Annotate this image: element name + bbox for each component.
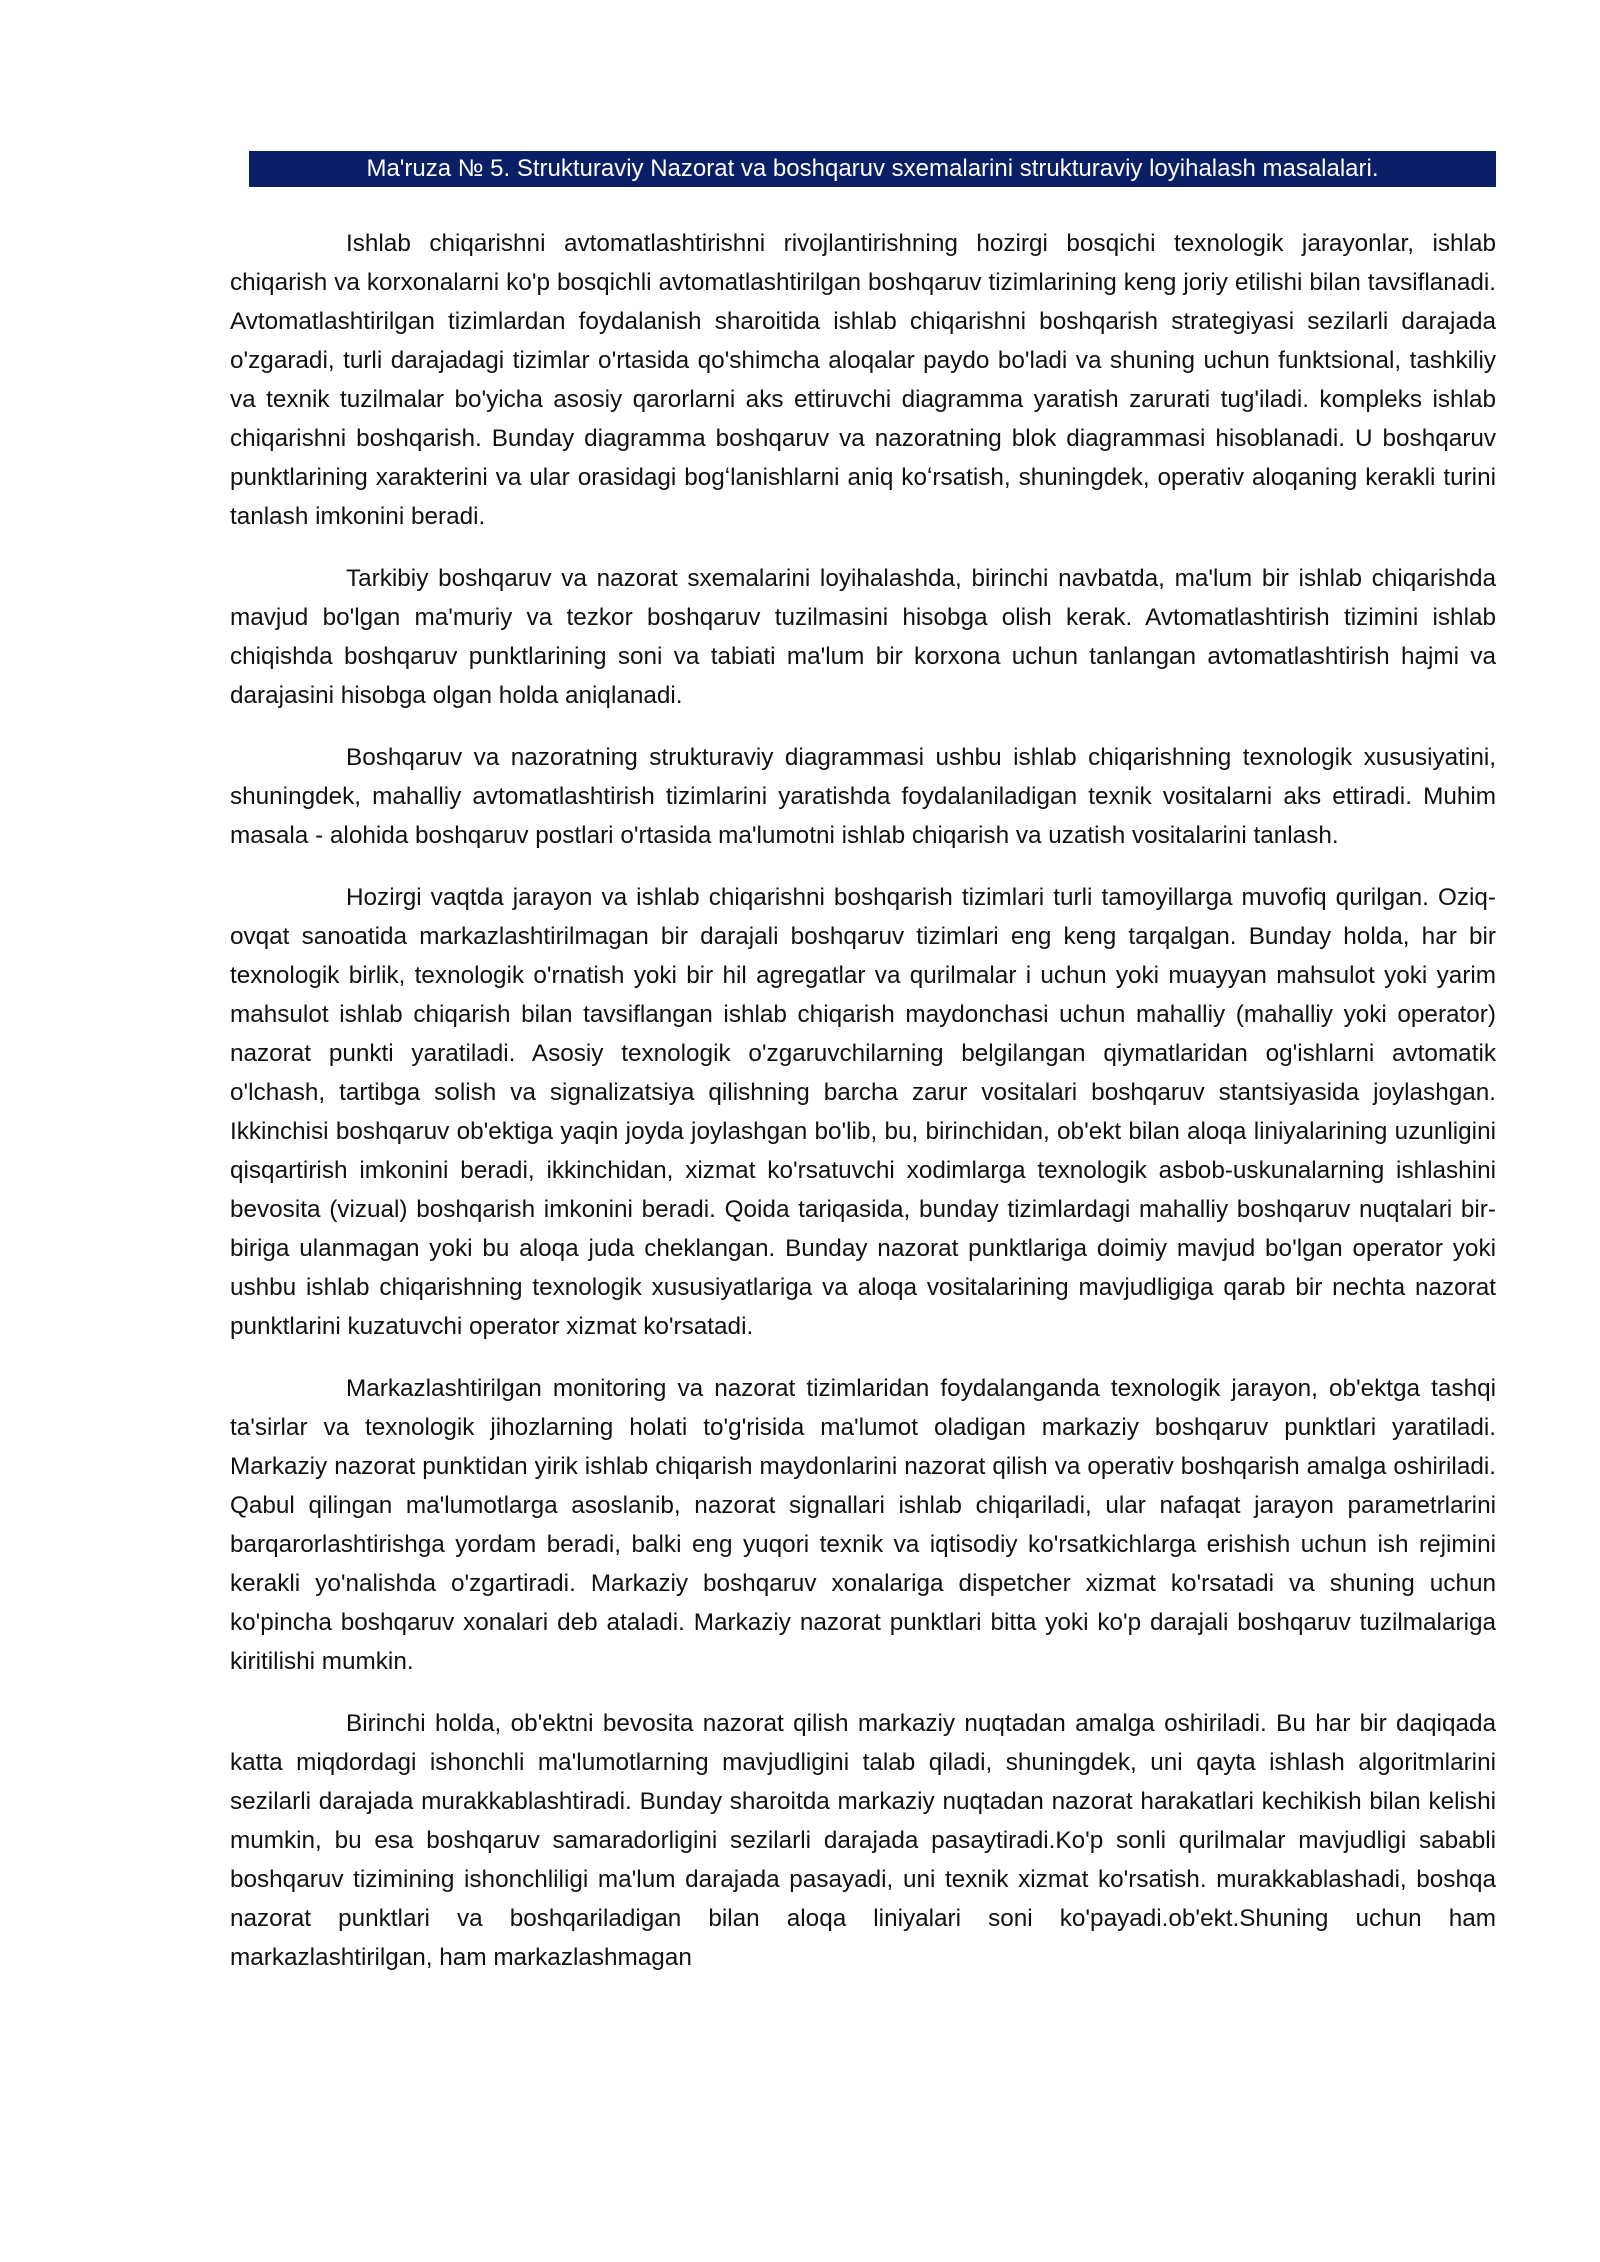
paragraph-6: Birinchi holda, ob'ektni bevosita nazorat qilish markaziy nuqtadan amalga oshiriladi. Bu har bir daqiqada katta miqdordagi ishonchli ma'lumotlarning mavjudligini talab qiladi, shuningdek, uni qayta ishlash algoritmlarini sezilarli darajada murakkablashtiradi. Bunday sharoitda markaziy nuqtadan nazorat harakatlari kechikish bilan kelishi mumkin, bu esa boshqaruv samaradorligini sezilarli darajada pasaytiradi.Ko'p sonli qurilmalar mavjudligi sababli boshqaruv tizimining ishonchliligi ma'lum darajada pasayadi, uni texnik xizmat ko'rsatish. murakkablashadi, boshqa nazorat punktlari va boshqariladigan bilan aloqa liniyalari soni ko'payadi.ob'ekt.Shuning uchun ham markazlashtirilgan, ham markazlashmagan — [230, 1710, 1496, 1971]
paragraph-3: Boshqaruv va nazoratning strukturaviy diagrammasi ushbu ishlab chiqarishning texnologik xususiyatini, shuningdek, mahalliy avtomatlashtirish tizimlarini yaratishda foydalaniladigan texnik vositalarni aks ettiradi. Muhim masala - alohida boshqaruv postlari o'rtasida ma'lumotni ishlab chiqarish va uzatish vositalarini tanlash. — [230, 744, 1496, 849]
lecture-title: Ma'ruza № 5. Strukturaviy Nazorat va boshqaruv sxemalarini strukturaviy loyihalash masalalari. — [249, 151, 1496, 187]
paragraph-2: Tarkibiy boshqaruv va nazorat sxemalarini loyihalashda, birinchi navbatda, ma'lum bir ishlab chiqarishda mavjud bo'lgan ma'muriy va tezkor boshqaruv tuzilmasini hisobga olish kerak. Avtomatlashtirish tizimini ishlab chiqishda boshqaruv punktlarining soni va tabiati ma'lum bir korxona uchun tanlangan avtomatlashtirish hajmi va darajasini hisobga olgan holda aniqlanadi. — [230, 565, 1496, 709]
document-body — [230, 224, 1496, 2000]
paragraph-1: Ishlab chiqarishni avtomatlashtirishni rivojlantirishning hozirgi bosqichi texnologik jarayonlar, ishlab chiqarish va korxonalarni ko'p bosqichli avtomatlashtirilgan boshqaruv tizimlarining keng joriy etilishi bilan tavsiflanadi. Avtomatlashtirilgan tizimlardan foydalanish sharoitida ishlab chiqarishni boshqarish strategiyasi sezilarli darajada o'zgaradi, turli darajadagi tizimlar o'rtasida qo'shimcha aloqalar paydo bo'ladi va shuning uchun funktsional, tashkiliy va texnik tuzilmalar bo'yicha asosiy qarorlarni aks ettiruvchi diagramma yaratish zarurati tug'iladi. kompleks ishlab chiqarishni boshqarish. Bunday diagramma boshqaruv va nazoratning blok diagrammasi hisoblanadi. U boshqaruv punktlarining xarakterini va ular orasidagi bogʻlanishlarni aniq koʻrsatish, shuningdek, operativ aloqaning kerakli turini tanlash imkonini beradi. — [230, 230, 1496, 530]
paragraph-4: Hozirgi vaqtda jarayon va ishlab chiqarishni boshqarish tizimlari turli tamoyillarga muvofiq qurilgan. Oziq-ovqat sanoatida markazlashtirilmagan bir darajali boshqaruv tizimlari eng keng tarqalgan. Bunday holda, har bir texnologik birlik, texnologik o'rnatish yoki bir hil agregatlar va qurilmalar i uchun yoki muayyan mahsulot yoki yarim mahsulot ishlab chiqarish bilan tavsiflangan ishlab chiqarish maydonchasi uchun mahalliy (mahalliy yoki operator) nazorat punkti yaratiladi. Asosiy texnologik o'zgaruvchilarning belgilangan qiymatlaridan og'ishlarni avtomatik o'lchash, tartibga solish va signalizatsiya qilishning barcha zarur vositalari boshqaruv stantsiyasida joylashgan. Ikkinchisi boshqaruv ob'ektiga yaqin joyda joylashgan bo'lib, bu, birinchidan, ob'ekt bilan aloqa liniyalarining uzunligini qisqartirish imkonini beradi, ikkinchidan, xizmat ko'rsatuvchi xodimlarga texnologik asbob-uskunalarning ishlashini bevosita (vizual) boshqarish imkonini beradi. Qoida tariqasida, bunday tizimlardagi mahalliy boshqaruv nuqtalari bir-biriga ulanmagan yoki bu aloqa juda cheklangan. Bunday nazorat punktlariga doimiy mavjud bo'lgan operator yoki ushbu ishlab chiqarishning texnologik xususiyatlariga va aloqa vositalarining mavjudligiga qarab bir nechta nazorat punktlarini kuzatuvchi operator xizmat ko'rsatadi. — [230, 884, 1496, 1340]
paragraph-5: Markazlashtirilgan monitoring va nazorat tizimlaridan foydalanganda texnologik jarayon, ob'ektga tashqi ta'sirlar va texnologik jihozlarning holati to'g'risida ma'lumot oladigan markaziy boshqaruv punktlari yaratiladi. Markaziy nazorat punktidan yirik ishlab chiqarish maydonlarini nazorat qilish va operativ boshqarish amalga oshiriladi. Qabul qilingan ma'lumotlarga asoslanib, nazorat signallari ishlab chiqariladi, ular nafaqat jarayon parametrlarini barqarorlashtirishga yordam beradi, balki eng yuqori texnik va iqtisodiy ko'rsatkichlarga erishish uchun ish rejimini kerakli yo'nalishda o'zgartiradi. Markaziy boshqaruv xonalariga dispetcher xizmat ko'rsatadi va shuning uchun ko'pincha boshqaruv xonalari deb ataladi. Markaziy nazorat punktlari bitta yoki ko'p darajali boshqaruv tuzilmalariga kiritilishi mumkin. — [230, 1375, 1496, 1675]
